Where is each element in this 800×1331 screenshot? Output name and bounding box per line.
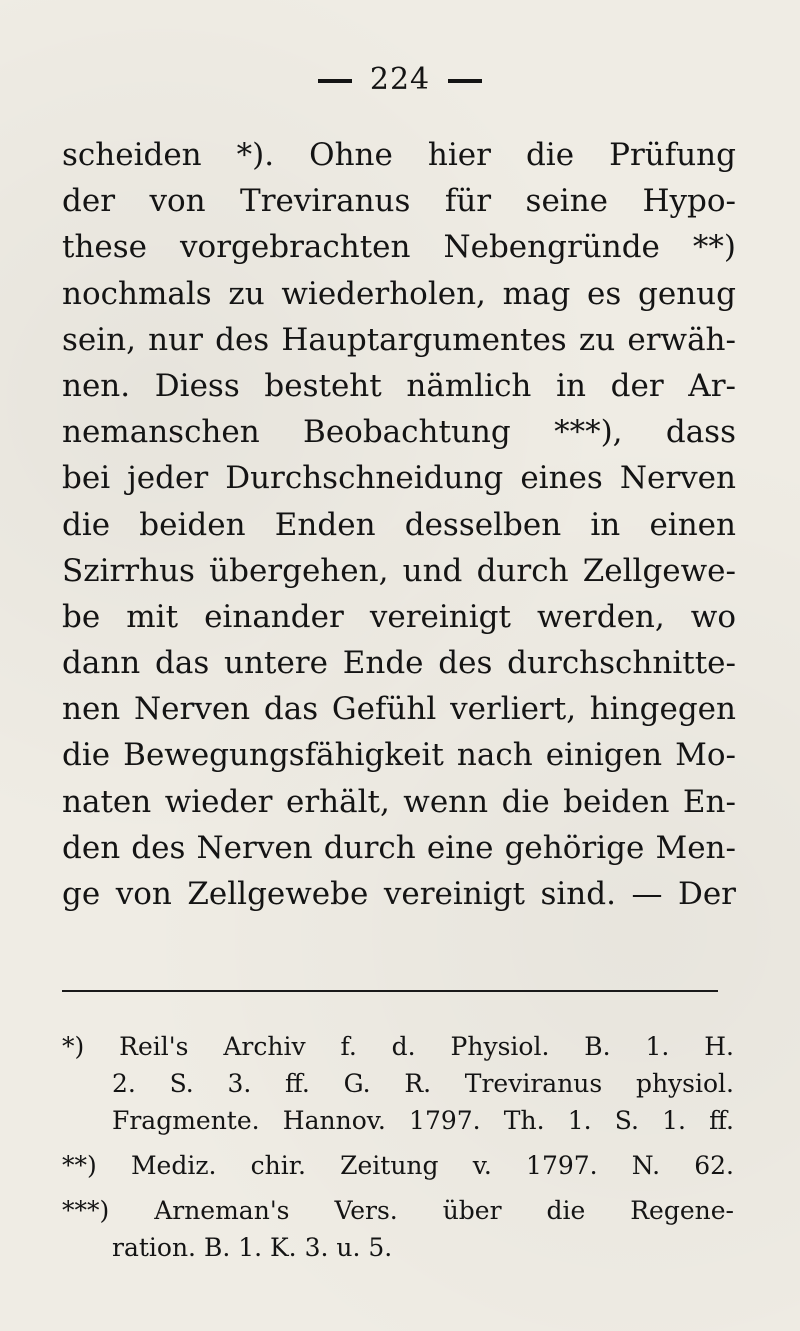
header-dash-right [448,79,482,83]
text-line: nen Nerven das Gefühl verliert, hingegen [62,691,736,728]
body-text [62,132,736,917]
footnote-2 [62,1147,734,1184]
text-line: scheiden *). Ohne hier die Prüfung [62,137,736,173]
page-header [0,62,800,97]
page-number: 224 [369,62,431,97]
text-line: nen. Diess besteht nämlich in der Ar- [62,367,736,404]
text-line: die Bewegungsfähigkeit nach einigen Mo- [62,737,736,774]
footnote-line: ***) Arneman's Vers. über die Regene- [62,1196,734,1225]
text-line: der von Treviranus für seine Hypo- [62,183,736,220]
text-line: ge von Zellgewebe vereinigt sind. — Der [62,876,736,912]
text-line: die beiden Enden desselben in einen [62,506,736,543]
footnote-1 [62,1028,734,1139]
footnote-line: **) Mediz. chir. Zeitung v. 1797. N. 62. [62,1151,734,1180]
footnote-line: Fragmente. Hannov. 1797. Th. 1. S. 1. ff. [112,1106,734,1135]
text-line: den des Nerven durch eine gehörige Men- [62,829,736,866]
text-line: nemanschen Beobachtung ***), dass [62,414,736,451]
footnotes [62,1028,734,1266]
text-line: dann das untere Ende des durchschnitte- [62,645,736,682]
footnote-line: *) Reil's Archiv f. d. Physiol. B. 1. H. [62,1032,734,1061]
text-line: nochmals zu wiederholen, mag es genug [62,275,736,312]
text-line: bei jeder Durchschneidung eines Nerven [62,460,736,497]
text-line: sein, nur des Hauptargumentes zu erwäh- [62,321,736,358]
text-line: be mit einander vereinigt werden, wo [62,598,736,635]
text-line: Szirrhus übergehen, und durch Zellgewe- [62,552,736,589]
text-line: naten wieder erhält, wenn die beiden En- [62,783,736,820]
footnote-separator [62,990,718,992]
footnote-line: 2. S. 3. ff. G. R. Treviranus physiol. [112,1069,734,1098]
header-dash-left [318,79,352,83]
text-line: these vorgebrachten Nebengründe **) [62,229,736,266]
footnote-3 [62,1192,734,1266]
footnote-line: ration. B. 1. K. 3. u. 5. [112,1233,393,1262]
